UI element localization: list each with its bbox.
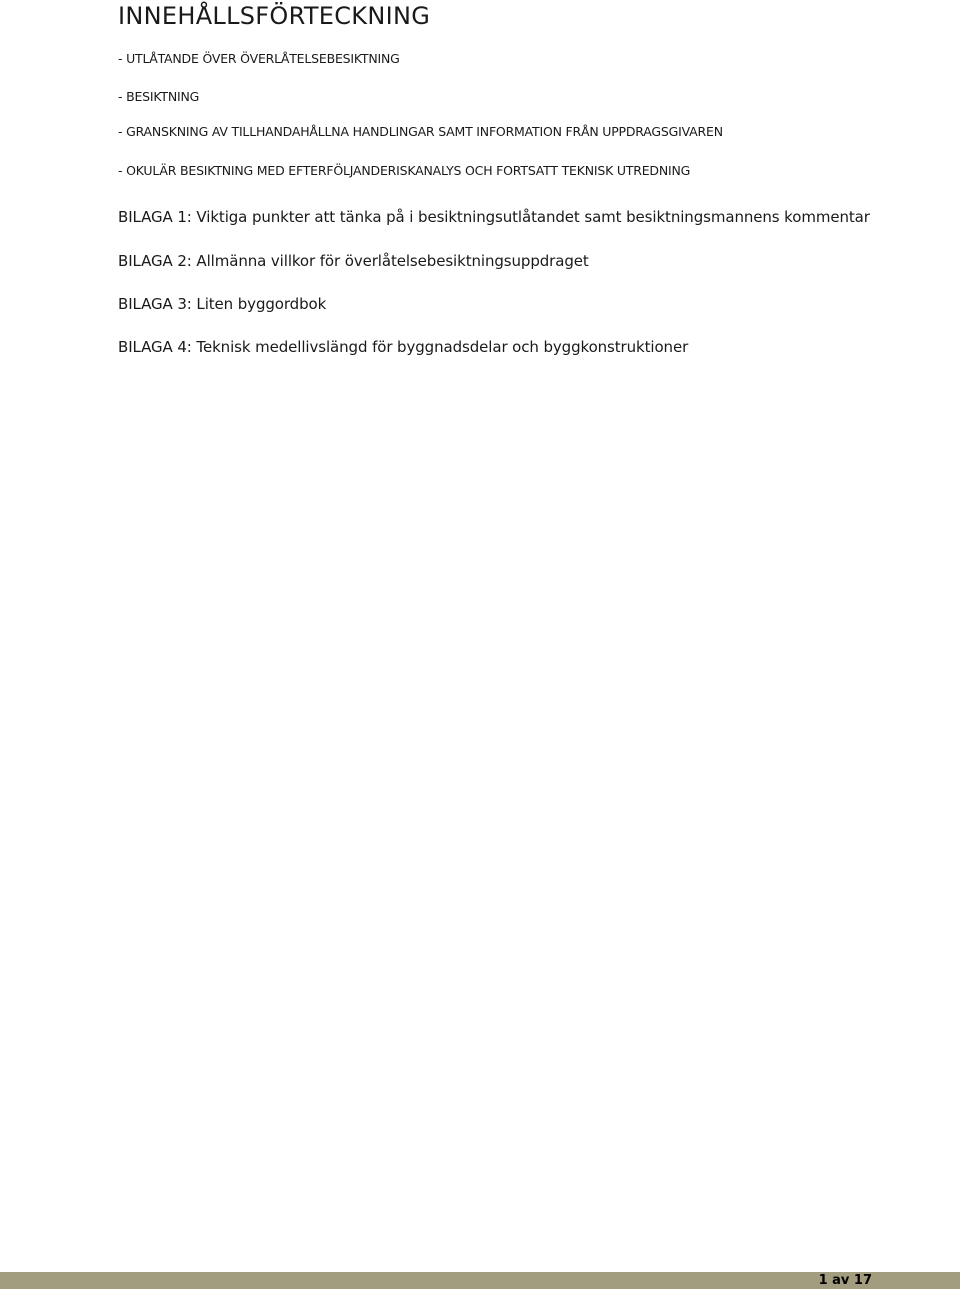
toc-section-item: - UTLÅTANDE ÖVER ÖVERLÅTELSEBESIKTNING (118, 51, 400, 66)
page-title: INNEHÅLLSFÖRTECKNING (118, 2, 431, 30)
toc-appendix-item: BILAGA 4: Teknisk medellivslängd för byggnadsdelar och byggkonstruktioner (118, 338, 689, 356)
toc-appendix-item: BILAGA 2: Allmänna villkor för överlåtelsebesiktningsuppdraget (118, 252, 589, 270)
toc-section-item: - OKULÄR BESIKTNING MED EFTERFÖLJANDERISKANALYS OCH FORTSATT TEKNISK UTREDNING (118, 163, 691, 178)
toc-appendix-item: BILAGA 1: Viktiga punkter att tänka på i besiktningsutlåtandet samt besiktningsmannens kommentar (118, 208, 870, 226)
toc-section-item: - BESIKTNING (118, 89, 200, 104)
footer-bar (0, 1272, 960, 1289)
page-number: 1 av 17 (818, 1273, 872, 1288)
toc-section-item: - GRANSKNING AV TILLHANDAHÅLLNA HANDLINGAR SAMT INFORMATION FRÅN UPPDRAGSGIVAREN (118, 124, 723, 139)
toc-appendix-item: BILAGA 3: Liten byggordbok (118, 295, 327, 313)
